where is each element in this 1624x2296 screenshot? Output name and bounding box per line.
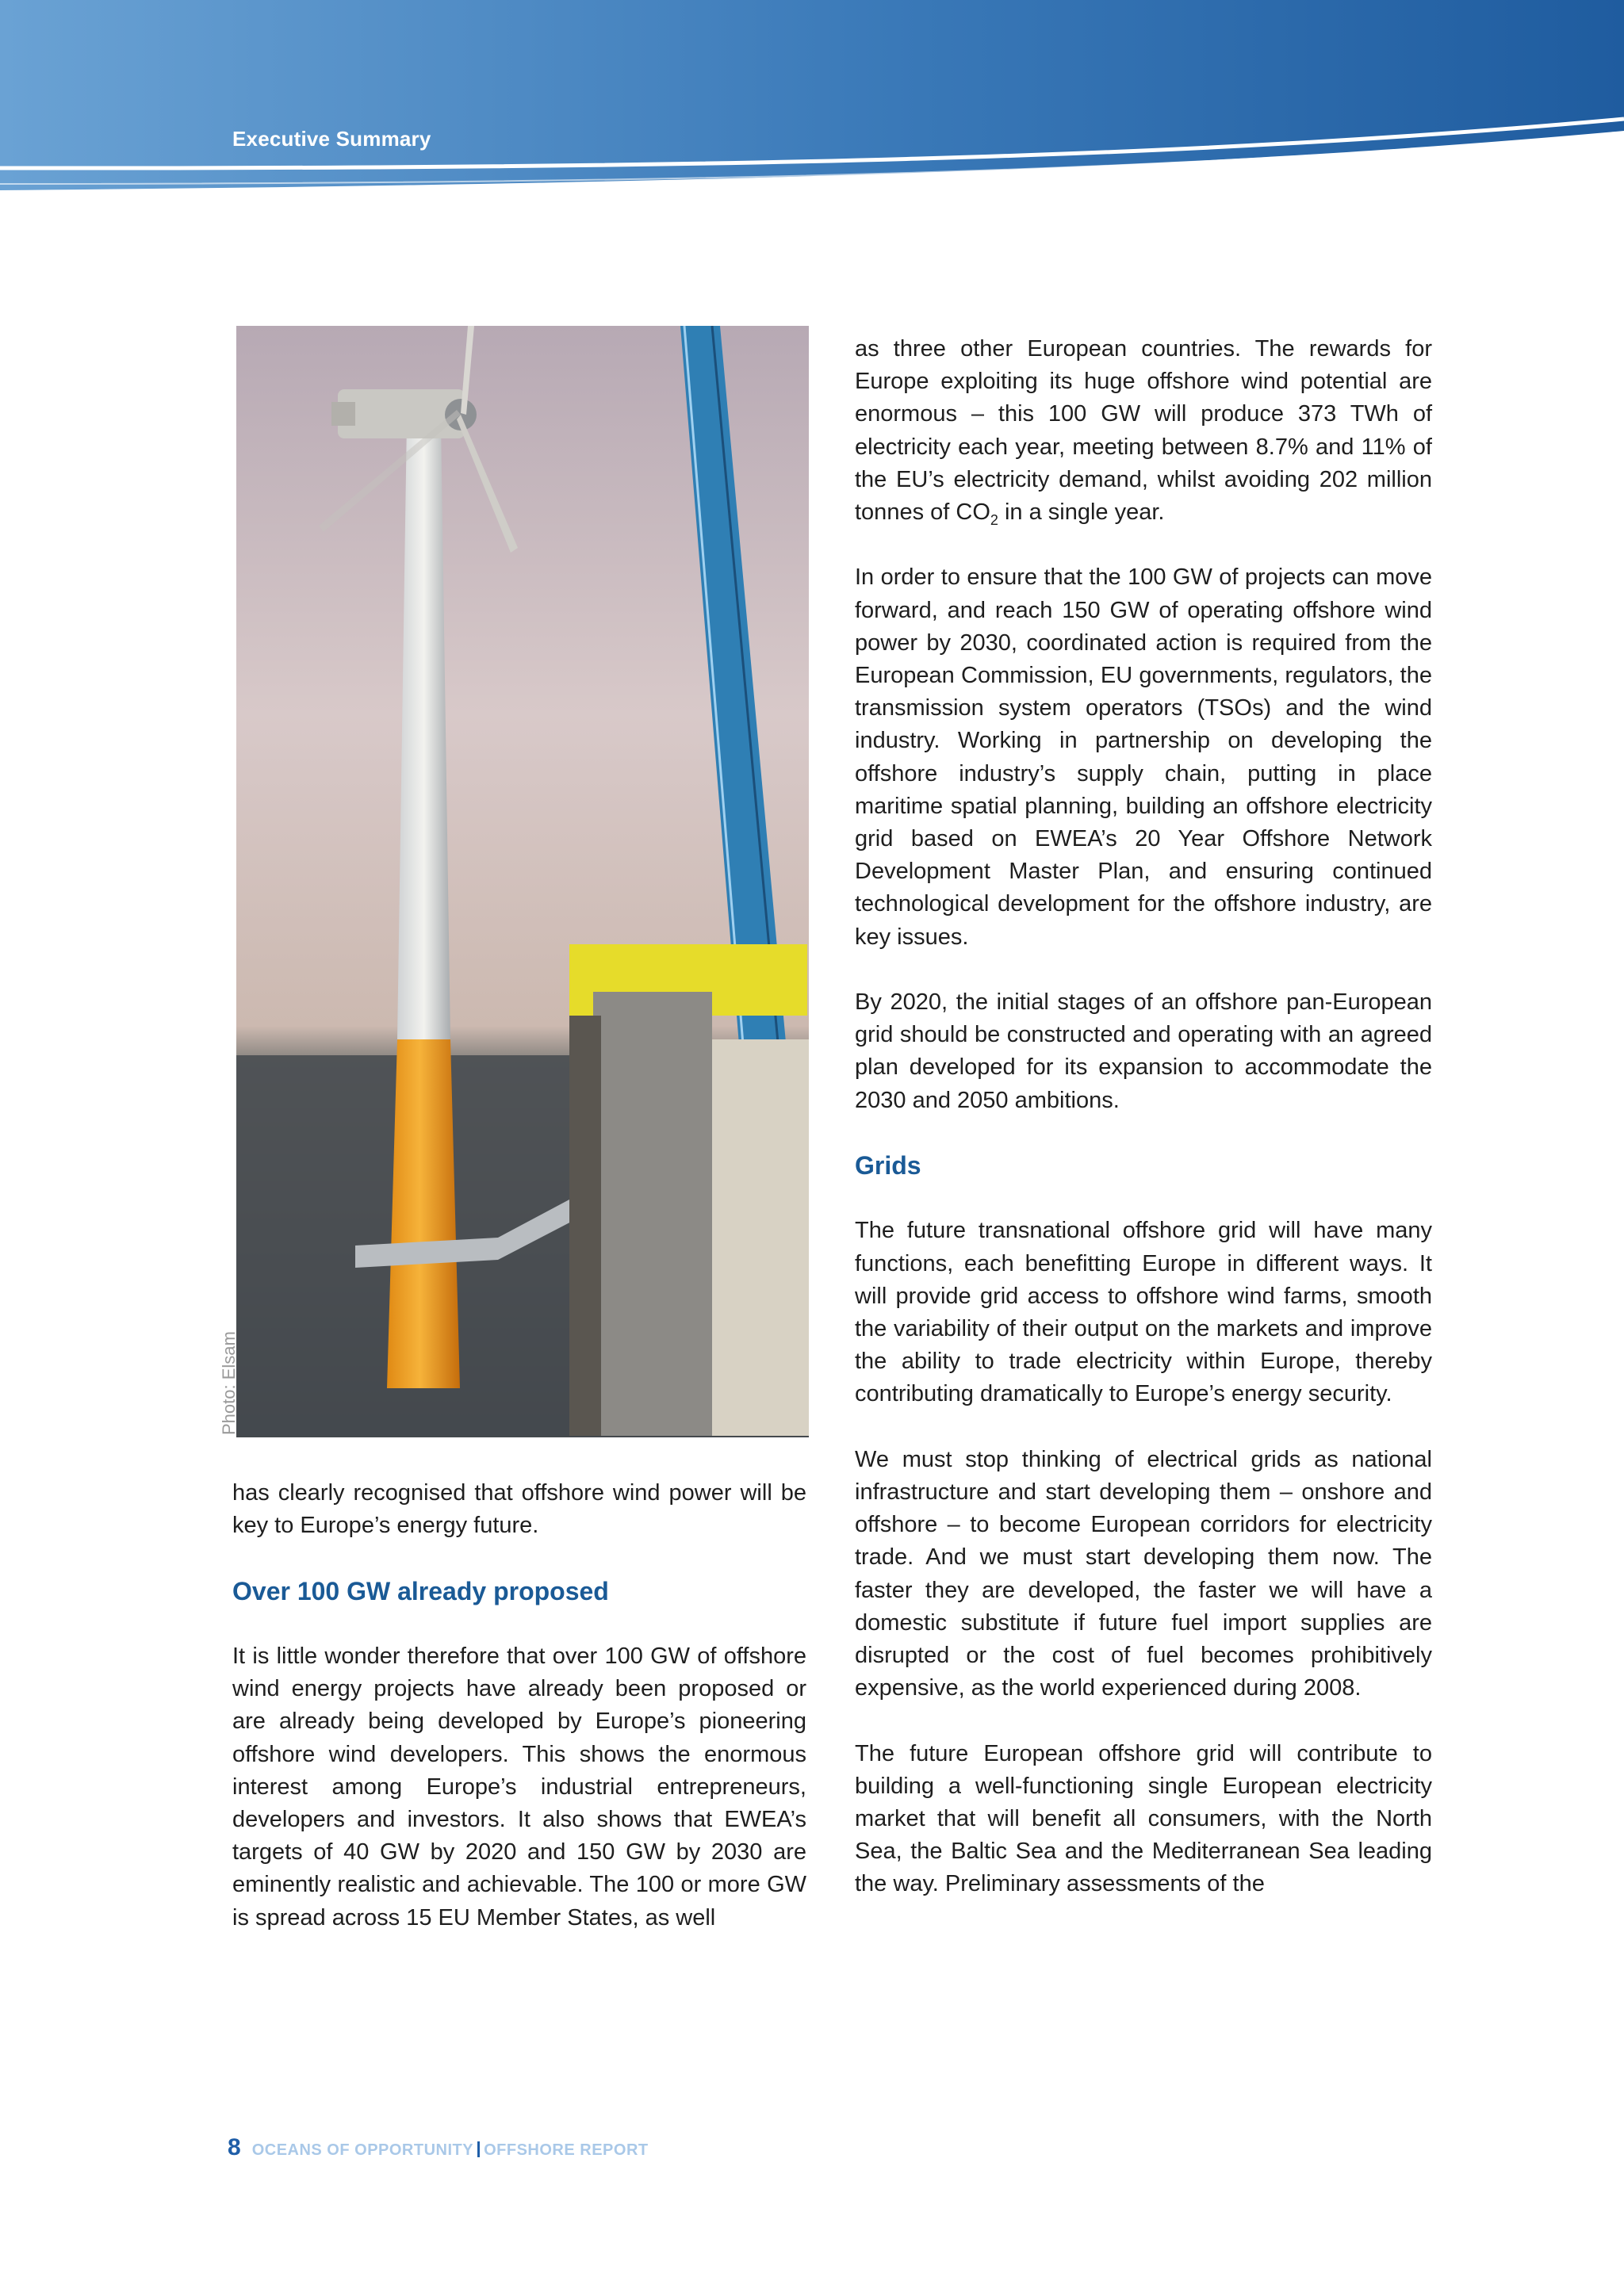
- section-title: Executive Summary: [232, 127, 431, 151]
- publication-title: OCEANS OF OPPORTUNITY: [251, 2141, 474, 2159]
- subheading-grids: Grids: [855, 1151, 921, 1181]
- right-text-column: [855, 333, 1432, 1934]
- body-paragraph-coordinated-action: In order to ensure that the 100 GW of projects can move forward, and reach 150 GW of operating offshore wind power by 2030, coordinated action is required from the European Commission, EU governments, regulators, the transmission system operators (TSOs) and the wind industry. Working in partnership on developing the offshore industry’s supply chain, putting in place maritime spatial planning, building an offshore electricity grid based on EWEA’s 20 Year Offshore Network Development Master Plan, and ensuring continued technological development for the offshore industry, are key issues.: [855, 564, 1432, 950]
- body-paragraph-rewards: [855, 333, 1432, 529]
- paragraph-text-end: in a single year.: [998, 499, 1165, 526]
- page-number: 8: [228, 2134, 241, 2160]
- photo-credit: Photo: Elsam: [219, 1331, 239, 1435]
- body-paragraph-single-market: The future European offshore grid will contribute to building a well-functioning single European electricity market that will benefit all consumers, with the North Sea, the Baltic Sea and the Mediterranean Sea leading the way. Preliminary assessments of the: [855, 1740, 1432, 1897]
- body-paragraph: It is little wonder therefore that over 100 GW of offshore wind energy projects have already been proposed or are already being developed by Europe’s pioneering offshore wind developers. This shows the enormous interest among Europe’s industrial entrepreneurs, developers and investors. It also shows that EWEA’s targets of 40 GW by 2020 and 150 GW by 2030 are eminently realistic and achievable. The 100 or more GW is spread across 15 EU Member States, as well: [232, 1643, 806, 1931]
- paragraph-text: as three other European countries. The rewards for Europe exploiting its huge offshore wind potential are enormous – this 100 GW will produce 373 TWh of electricity each year, meeting between 8.7% and 11% of the EU’s electricity demand, whilst avoiding 202 million tonnes of CO: [855, 336, 1432, 526]
- co2-subscript: 2: [990, 512, 998, 529]
- page-footer: [228, 2134, 649, 2161]
- subheading-over-100-gw: Over 100 GW already proposed: [232, 1576, 609, 1605]
- report-title: OFFSHORE REPORT: [484, 2141, 649, 2159]
- offshore-turbine-photo: [236, 326, 809, 1437]
- footer-divider: [477, 2141, 480, 2157]
- continued-paragraph: has clearly recognised that offshore wind power will be key to Europe’s energy future.: [232, 1480, 806, 1539]
- body-paragraph-grid-functions: The future transnational offshore grid will have many functions, each benefitting Europe in different ways. It will provide grid access to offshore wind farms, smooth the variability of their output on the markets and improve the ability to trade electricity within Europe, thereby contributing dramatically to Europe’s energy security.: [855, 1218, 1432, 1407]
- body-paragraph-2020: By 2020, the initial stages of an offshore pan-European grid should be constructed and operating with an agreed plan developed for its expansion to accommodate the 2030 and 2050 ambitions.: [855, 989, 1432, 1113]
- header-wave-graphic: [0, 0, 1624, 198]
- page-header-band: [0, 0, 1624, 198]
- body-paragraph-corridors: We must stop thinking of electrical grids as national infrastructure and start developing them – onshore and offshore – to become European corridors for electricity trade. And we must start developing them now. The faster they are developed, the faster we will have a domestic substitute if future fuel import supplies are disrupted or the cost of fuel becomes prohibitively expensive, as the world experienced during 2008.: [855, 1446, 1432, 1701]
- left-text-column: [232, 1477, 806, 1967]
